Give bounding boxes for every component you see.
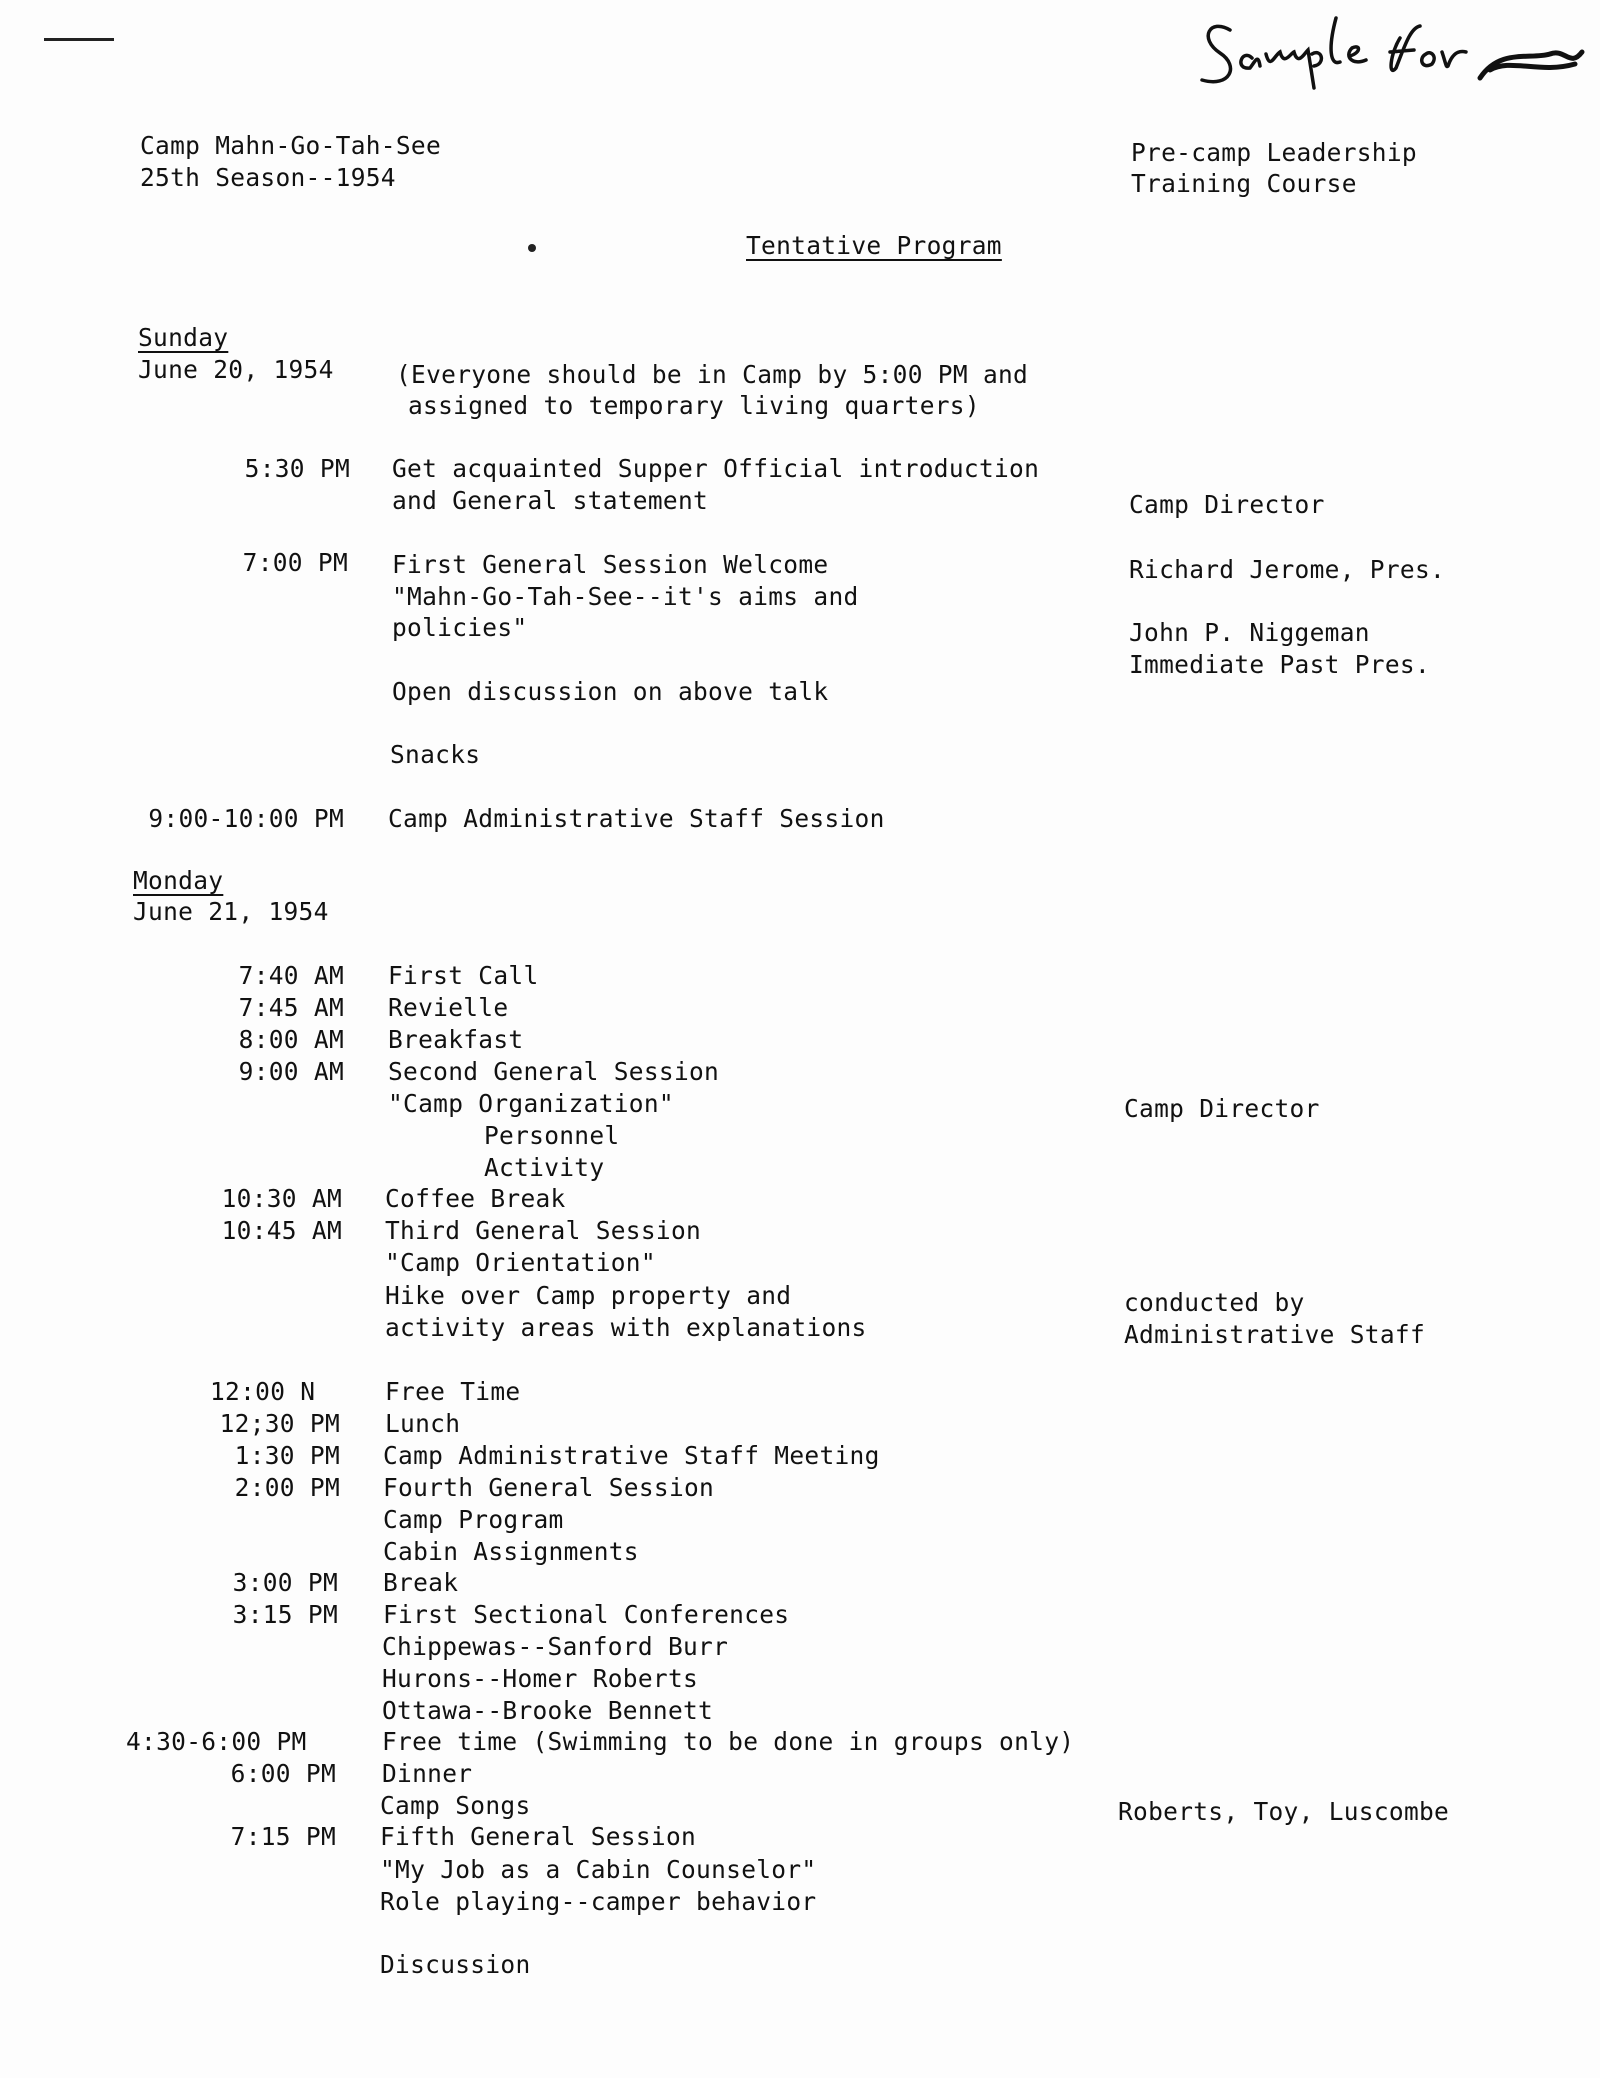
monday-time: 10:30 AM bbox=[221, 1184, 342, 1213]
monday-line: Chippewas--Sanford Burr bbox=[382, 1632, 729, 1661]
handwritten-note-text: Sample for bbox=[1190, 8, 1197, 9]
monday-line: Free Time bbox=[385, 1377, 521, 1406]
monday-date: June 21, 1954 bbox=[133, 897, 329, 926]
sunday-event-supper-2: and General statement bbox=[392, 486, 709, 515]
monday-line: Fifth General Session bbox=[380, 1822, 697, 1851]
sunday-heading: Sunday bbox=[138, 323, 229, 352]
monday-line: "Camp Orientation" bbox=[385, 1248, 656, 1277]
monday-time: 12;30 PM bbox=[219, 1409, 340, 1438]
monday-line: Discussion bbox=[380, 1950, 531, 1979]
sunday-event-staff-session: Camp Administrative Staff Session bbox=[388, 804, 885, 833]
monday-line: First Call bbox=[388, 961, 539, 990]
monday-line: Coffee Break bbox=[385, 1184, 566, 1213]
sunday-person-past-pres-2: Immediate Past Pres. bbox=[1129, 650, 1431, 679]
monday-line: Cabin Assignments bbox=[383, 1537, 639, 1566]
monday-line: Free time (Swimming to be done in groups only) bbox=[382, 1727, 1075, 1756]
sunday-event-supper-1: Get acquainted Supper Official introduction bbox=[392, 454, 1040, 483]
sunday-event-session-3: policies" bbox=[392, 613, 528, 642]
sunday-note-line2: assigned to temporary living quarters) bbox=[408, 391, 980, 420]
sunday-note-line1: (Everyone should be in Camp by 5:00 PM and bbox=[396, 360, 1029, 389]
monday-person: Roberts, Toy, Luscombe bbox=[1118, 1797, 1450, 1826]
monday-line: First Sectional Conferences bbox=[383, 1600, 790, 1629]
sunday-date: June 20, 1954 bbox=[138, 355, 334, 384]
monday-line: Second General Session bbox=[388, 1057, 720, 1086]
camp-name: Camp Mahn-Go-Tah-See bbox=[140, 131, 442, 160]
monday-line: Camp Program bbox=[383, 1505, 564, 1534]
monday-line: Breakfast bbox=[388, 1025, 524, 1054]
monday-line: Hurons--Homer Roberts bbox=[382, 1664, 699, 1693]
monday-line: activity areas with explanations bbox=[385, 1313, 867, 1342]
monday-time: 12:00 N bbox=[210, 1377, 316, 1406]
monday-line: "My Job as a Cabin Counselor" bbox=[380, 1855, 817, 1884]
sunday-person-past-pres-1: John P. Niggeman bbox=[1129, 618, 1370, 647]
monday-time: 3:00 PM bbox=[232, 1568, 338, 1597]
course-name-line1: Pre-camp Leadership bbox=[1131, 138, 1417, 167]
monday-line: Third General Session bbox=[385, 1216, 702, 1245]
monday-time: 7:45 AM bbox=[238, 993, 344, 1022]
sunday-event-session-1: First General Session Welcome bbox=[392, 550, 829, 579]
sunday-person-president: Richard Jerome, Pres. bbox=[1129, 555, 1446, 584]
season: 25th Season--1954 bbox=[140, 163, 396, 192]
monday-time: 10:45 AM bbox=[221, 1216, 342, 1245]
sunday-time-530: 5:30 PM bbox=[244, 454, 350, 483]
monday-heading: Monday bbox=[133, 866, 224, 895]
monday-time: 8:00 AM bbox=[238, 1025, 344, 1054]
sunday-person-camp-director: Camp Director bbox=[1129, 490, 1325, 519]
stray-mark bbox=[44, 38, 114, 41]
monday-time: 7:15 PM bbox=[230, 1822, 336, 1851]
monday-time: 9:00 AM bbox=[238, 1057, 344, 1086]
monday-line: Lunch bbox=[385, 1409, 461, 1438]
course-name-line2: Training Course bbox=[1131, 169, 1357, 198]
monday-line: "Camp Organization" bbox=[388, 1089, 674, 1118]
sunday-event-session-2: "Mahn-Go-Tah-See--it's aims and bbox=[392, 582, 859, 611]
sunday-event-discussion: Open discussion on above talk bbox=[392, 677, 829, 706]
monday-time: 1:30 PM bbox=[234, 1441, 340, 1470]
monday-line: Ottawa--Brooke Bennett bbox=[382, 1696, 714, 1725]
monday-line: Activity bbox=[484, 1153, 605, 1182]
monday-line: Role playing--camper behavior bbox=[380, 1887, 817, 1916]
monday-line: Revielle bbox=[388, 993, 509, 1022]
monday-person: conducted by bbox=[1124, 1288, 1305, 1317]
sunday-time-700: 7:00 PM bbox=[242, 548, 348, 577]
monday-person: Administrative Staff bbox=[1124, 1320, 1426, 1349]
monday-line: Personnel bbox=[484, 1121, 620, 1150]
stray-dot bbox=[528, 244, 536, 252]
monday-line: Dinner bbox=[382, 1759, 473, 1788]
sunday-event-snacks: Snacks bbox=[390, 740, 481, 769]
monday-person: Camp Director bbox=[1124, 1094, 1320, 1123]
monday-line: Fourth General Session bbox=[383, 1473, 715, 1502]
monday-time: 6:00 PM bbox=[230, 1759, 336, 1788]
monday-time: 3:15 PM bbox=[232, 1600, 338, 1629]
monday-line: Camp Administrative Staff Meeting bbox=[383, 1441, 880, 1470]
document-title: Tentative Program bbox=[746, 231, 1002, 260]
handwritten-annotation bbox=[1190, 8, 1590, 118]
sunday-time-900: 9:00-10:00 PM bbox=[148, 804, 344, 833]
monday-line: Break bbox=[383, 1568, 459, 1597]
monday-time: 7:40 AM bbox=[238, 961, 344, 990]
monday-line: Hike over Camp property and bbox=[385, 1281, 792, 1310]
monday-line: Camp Songs bbox=[380, 1791, 531, 1820]
monday-time: 2:00 PM bbox=[234, 1473, 340, 1502]
monday-time: 4:30-6:00 PM bbox=[126, 1727, 307, 1756]
